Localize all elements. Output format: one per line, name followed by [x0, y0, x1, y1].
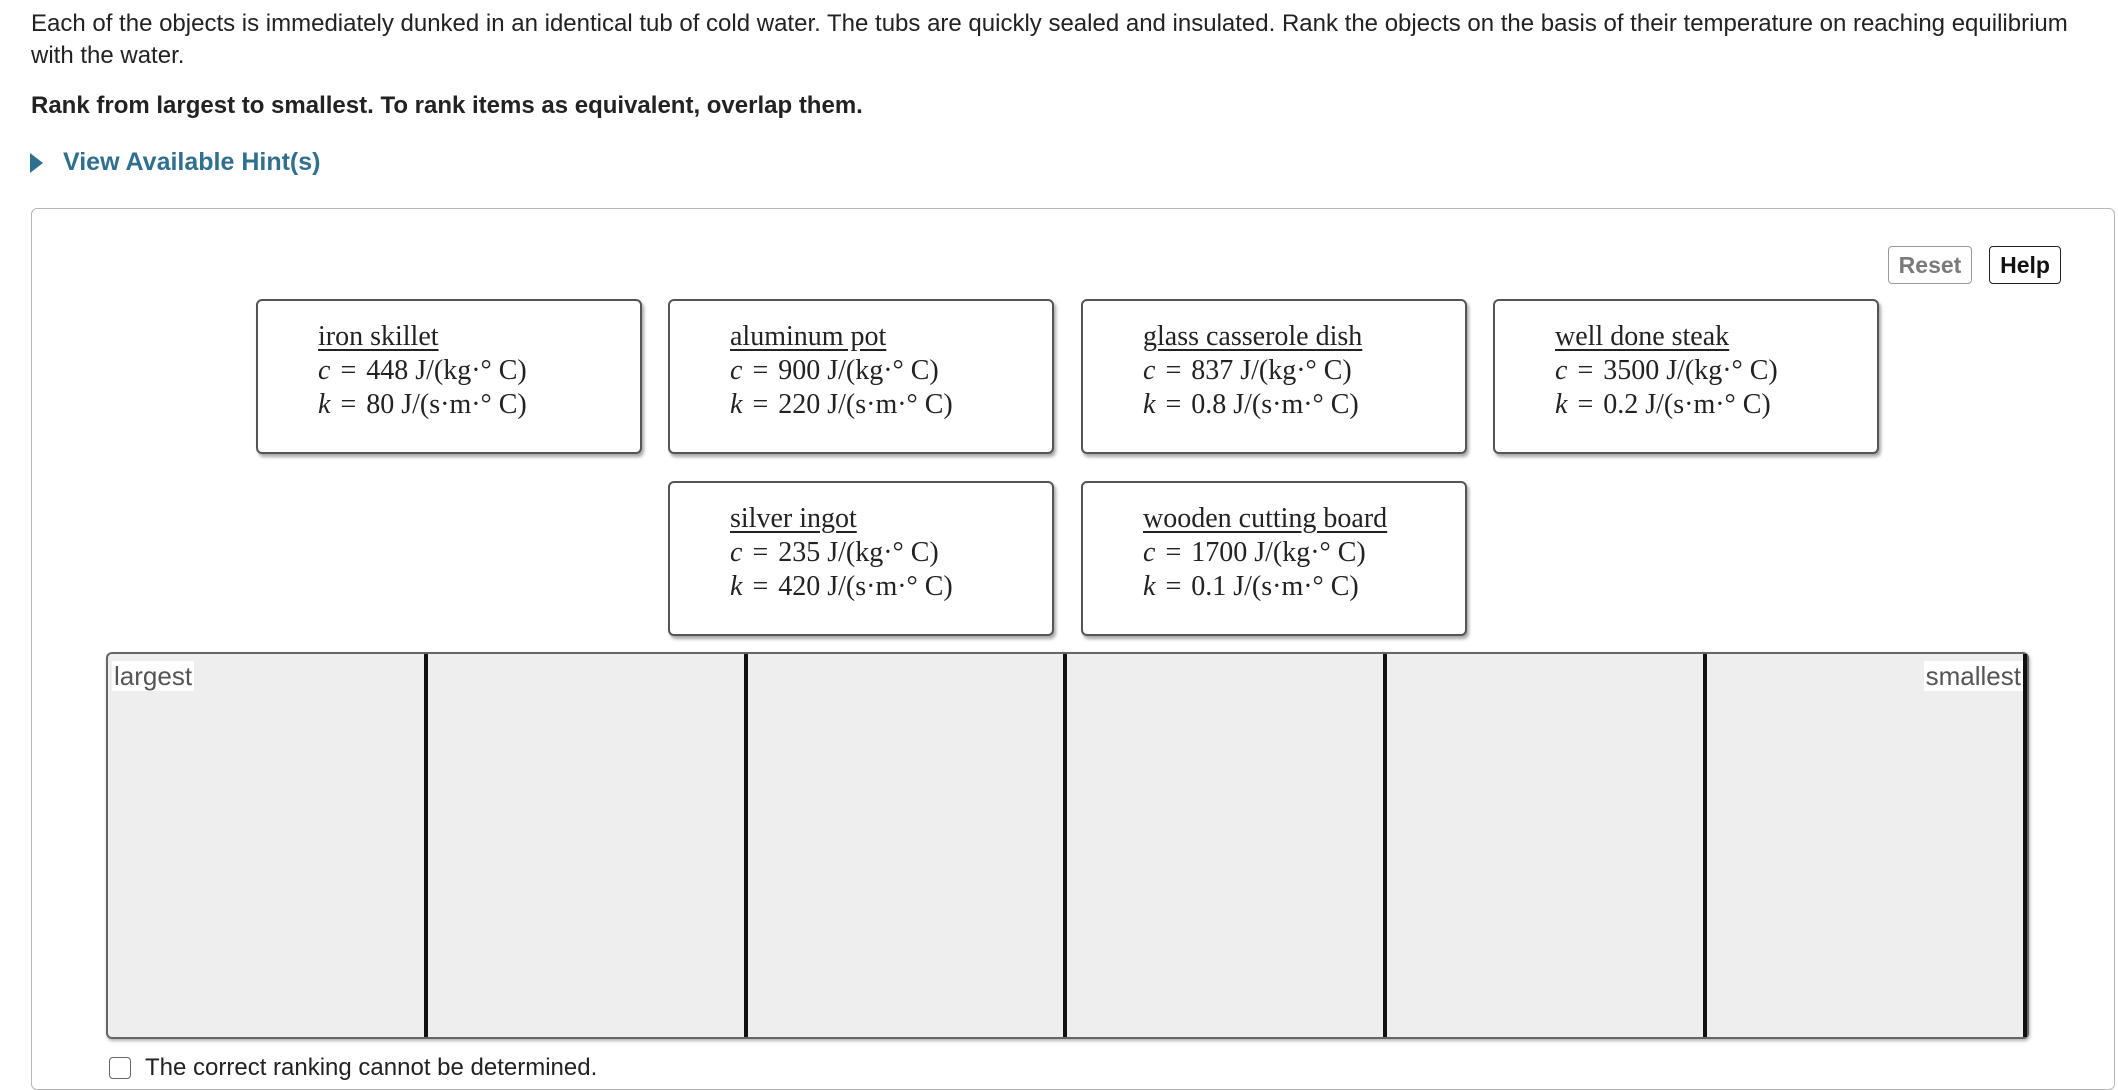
card-iron-skillet[interactable] — [256, 299, 642, 454]
rank-slot-5[interactable] — [1387, 654, 1707, 1037]
rank-slot-2[interactable] — [428, 654, 748, 1037]
cannot-determine-option[interactable] — [109, 1054, 597, 1082]
specific-heat-line: c = 900 J/(kg·° C) — [730, 355, 939, 386]
view-hints-toggle[interactable] — [30, 148, 320, 177]
cannot-determine-checkbox[interactable] — [109, 1057, 131, 1079]
rank-slot-4[interactable] — [1067, 654, 1387, 1037]
card-name: iron skillet — [318, 321, 439, 352]
specific-heat-line: c = 1700 J/(kg·° C) — [1143, 537, 1366, 568]
rank-slot-1[interactable] — [108, 654, 428, 1037]
conductivity-line: k = 0.2 J/(s·m·° C) — [1555, 389, 1771, 420]
help-button[interactable]: Help — [1989, 246, 2061, 284]
largest-label: largest — [114, 661, 193, 691]
card-name: well done steak — [1555, 321, 1730, 352]
card-name: wooden cutting board — [1143, 503, 1388, 534]
conductivity-line: k = 420 J/(s·m·° C) — [730, 571, 953, 602]
question-text: Each of the objects is immediately dunked in an identical tub of cold water. The tubs are quickly sealed and insulated. Rank the objects on the basis of their temperature on reaching equilibrium with the water. — [31, 10, 2068, 69]
specific-heat-line: c = 837 J/(kg·° C) — [1143, 355, 1352, 386]
specific-heat-line: c = 3500 J/(kg·° C) — [1555, 355, 1778, 386]
card-glass-casserole-dish[interactable] — [1081, 299, 1467, 454]
conductivity-line: k = 80 J/(s·m·° C) — [318, 389, 527, 420]
specific-heat-line: c = 448 J/(kg·° C) — [318, 355, 527, 386]
card-aluminum-pot[interactable] — [668, 299, 1054, 454]
cannot-determine-label: The correct ranking cannot be determined. — [145, 1054, 598, 1081]
specific-heat-line: c = 235 J/(kg·° C) — [730, 537, 939, 568]
card-wooden-cutting-board[interactable] — [1081, 481, 1467, 636]
card-name: glass casserole dish — [1143, 321, 1363, 352]
reset-button[interactable]: Reset — [1888, 246, 1972, 284]
card-name: silver ingot — [730, 503, 857, 534]
ranking-drop-zone — [106, 652, 2029, 1039]
conductivity-line: k = 0.1 J/(s·m·° C) — [1143, 571, 1359, 602]
card-well-done-steak[interactable] — [1493, 299, 1879, 454]
card-silver-ingot[interactable] — [668, 481, 1054, 636]
ranking-instruction: Rank from largest to smallest. To rank items as equivalent, overlap them. — [31, 92, 863, 119]
rank-slot-3[interactable] — [748, 654, 1068, 1037]
card-name: aluminum pot — [730, 321, 887, 352]
view-hints-label: View Available Hint(s) — [63, 148, 321, 176]
conductivity-line: k = 220 J/(s·m·° C) — [730, 389, 953, 420]
expand-triangle-icon — [30, 153, 43, 173]
rank-slot-6[interactable] — [1707, 654, 2027, 1037]
conductivity-line: k = 0.8 J/(s·m·° C) — [1143, 389, 1359, 420]
smallest-label: smallest — [1925, 661, 2021, 691]
